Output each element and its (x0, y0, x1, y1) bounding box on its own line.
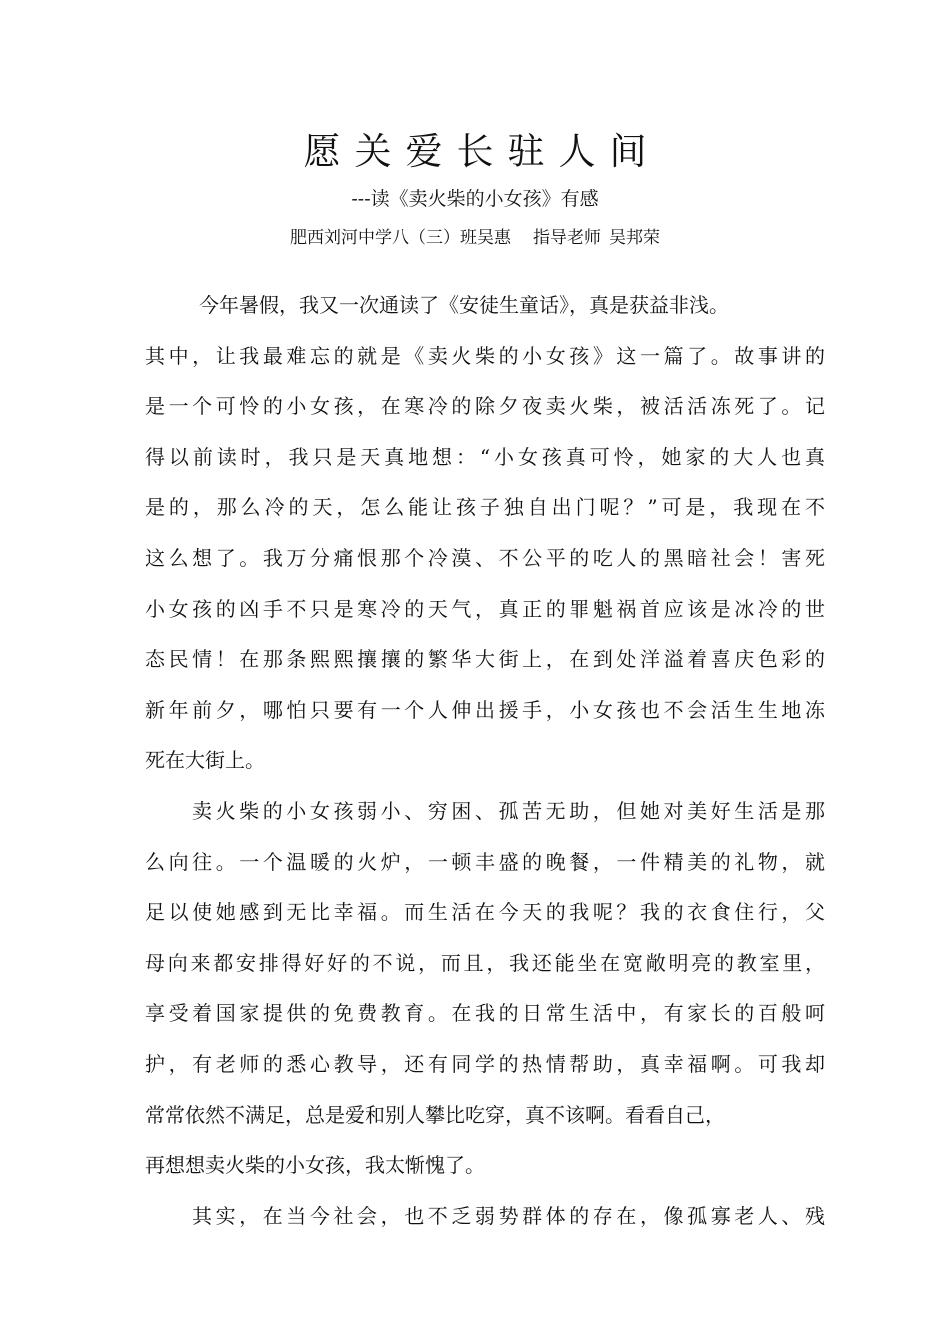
text-line: 这么想了。我万分痛恨那个冷漠、不公平的吃人的黑暗社会！害死 (145, 545, 825, 570)
text-line: 今年暑假，我又一次通读了《安徒生童话》，真是获益非浅。 (199, 293, 729, 317)
paragraph-3 (145, 1191, 825, 1242)
byline (0, 225, 950, 251)
text-line: 死在大街上。 (145, 748, 265, 773)
text-line: 新年前夕，哪怕只要有一个人伸出援手，小女孩也不会活生生地冻 (145, 697, 825, 722)
advisor-label: 指导老师 (533, 228, 601, 248)
paragraph-2 (145, 786, 825, 1191)
text-line: 其实，在当今社会，也不乏弱势群体的存在，像孤寡老人、残 (192, 1203, 825, 1228)
text-line: 其中，让我最难忘的就是《卖火柴的小女孩》这一篇了。故事讲的 (145, 343, 825, 368)
text-line: 享受着国家提供的免费教育。在我的日常生活中，有家长的百般呵 (145, 1001, 825, 1026)
advisor-name: 吴邦荣 (609, 228, 660, 248)
text-line: 得以前读时，我只是天真地想：“小女孩真可怜，她家的大人也真 (145, 444, 825, 469)
essay-title: 愿关爱长驻人间 (303, 130, 661, 173)
text-line: 么向往。一个温暖的火炉，一顿丰盛的晚餐，一件精美的礼物，就 (145, 849, 825, 874)
essay-body (145, 280, 825, 1241)
text-line: 小女孩的凶手不只是寒冷的天气，真正的罪魁祸首应该是冰冷的世 (145, 596, 825, 621)
essay-subtitle: ---读《卖火柴的小女孩》有感 (351, 188, 599, 210)
text-line: 是的，那么冷的天，怎么能让孩子独自出门呢？”可是，我现在不 (145, 495, 825, 520)
text-line: 是一个可怜的小女孩，在寒冷的除夕夜卖火柴，被活活冻死了。记 (145, 394, 825, 419)
text-line: 母向来都安排得好好的不说，而且，我还能坐在宽敞明亮的教室里， (145, 950, 825, 975)
text-line: 卖火柴的小女孩弱小、穷困、孤苦无助，但她对美好生活是那 (192, 798, 825, 823)
paragraph-1 (145, 280, 825, 786)
author-name: 肥西刘河中学八（三）班吴惠 (290, 228, 511, 248)
text-line: 态民情！在那条熙熙攘攘的繁华大街上，在到处洋溢着喜庆色彩的 (145, 647, 825, 672)
text-line: 常常依然不满足，总是爱和别人攀比吃穿，真不该啊。看看自己， (145, 1102, 725, 1127)
text-line: 再想想卖火柴的小女孩，我太惭愧了。 (145, 1153, 485, 1178)
text-line: 护，有老师的悉心教导，还有同学的热情帮助，真幸福啊。可我却 (145, 1051, 825, 1076)
text-line: 足以使她感到无比幸福。而生活在今天的我呢？我的衣食住行，父 (145, 900, 825, 925)
